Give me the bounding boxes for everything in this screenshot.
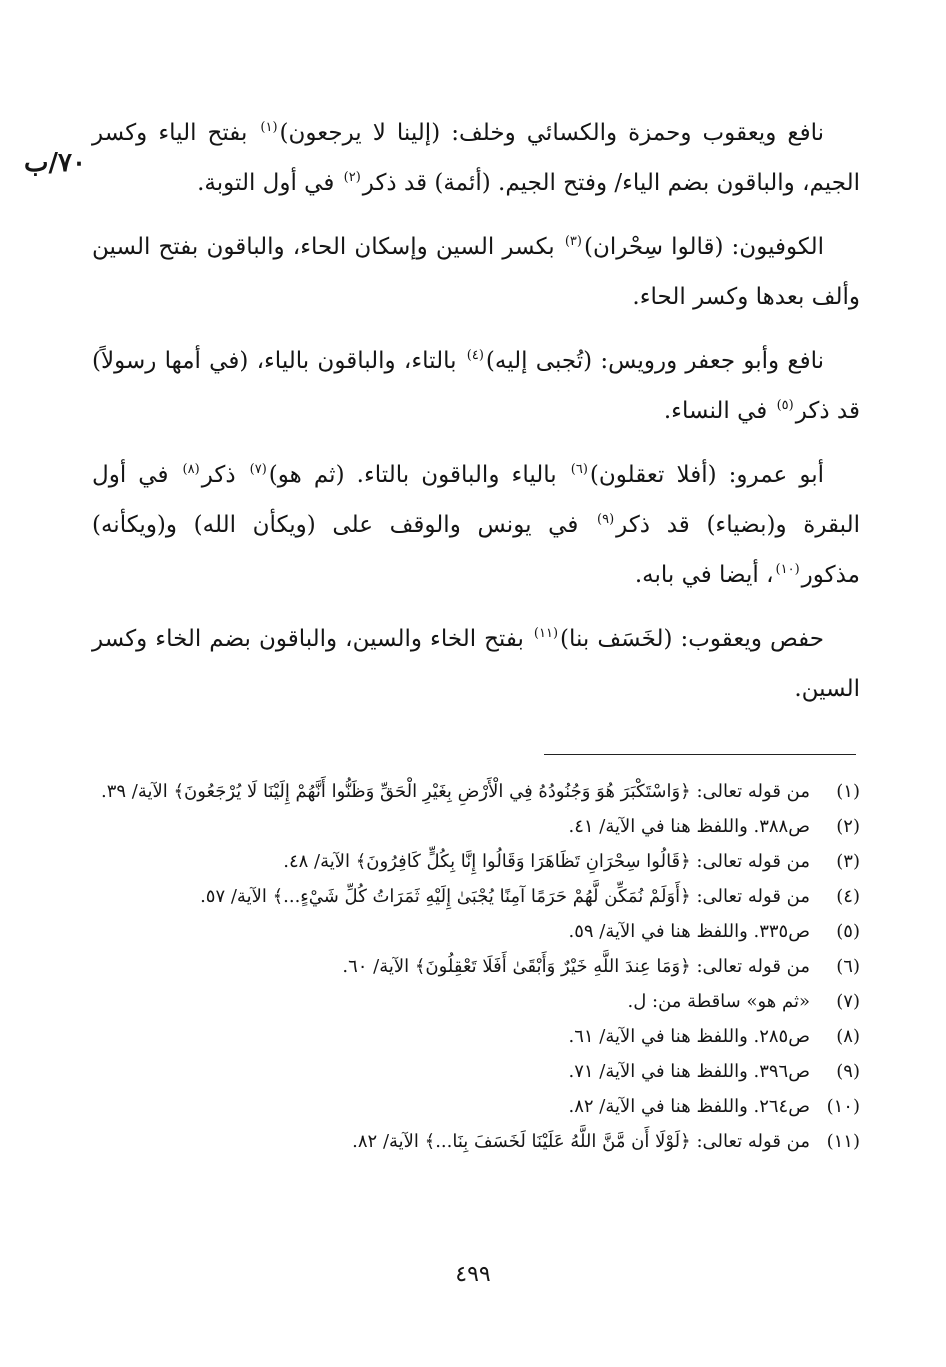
footnote-ref: (٥) xyxy=(776,398,794,413)
footnote-text: ص٢٨٥. واللفظ هنا في الآية/ ٦١. xyxy=(568,1026,810,1047)
footnote-number: (١١) xyxy=(826,1131,860,1152)
paragraph-text: أبو عمرو: (أفلا تعقلون) xyxy=(589,462,824,488)
paragraph-1 xyxy=(92,108,860,208)
footnote-text: ص٣٩٦. واللفظ هنا في الآية/ ٧١. xyxy=(568,1061,810,1082)
footnote-text: ص٢٦٤. واللفظ هنا في الآية/ ٨٢. xyxy=(568,1096,810,1117)
paragraph-text: ذكر xyxy=(201,462,248,488)
footnote-item xyxy=(92,1089,860,1124)
paragraph-text: نافع ويعقوب وحمزة والكسائي وخلف: (إلينا لا يرجعون) xyxy=(279,120,824,146)
footnote-item xyxy=(92,949,860,984)
paragraph-text: في أول البقرة و(بضياء) قد ذكر xyxy=(92,462,860,538)
footnote-text: من قوله تعالى: ﴿وَاسْتَكْبَرَ هُوَ وَجُنُودُهُ فِي الْأَرْضِ بِغَيْرِ الْحَقِّ وَظَنُّوا أَنَّهُمْ إِلَيْنَا لَا يُرْجَعُونَ﴾ الآية/ ٣٩. xyxy=(100,781,810,802)
folio-margin-note: ٧٠/ب xyxy=(24,148,86,178)
footnote-number: (٥) xyxy=(836,921,860,942)
paragraph-3 xyxy=(92,336,860,436)
footnote-number: (٦) xyxy=(836,956,860,977)
footnote-ref: (١٠) xyxy=(775,562,800,577)
footnote-item xyxy=(92,1054,860,1089)
footnote-number: (٢) xyxy=(836,816,860,837)
paragraph-text: الكوفيون: (قالوا سِحْران) xyxy=(583,234,824,260)
footnote-text: ص٣٣٥. واللفظ هنا في الآية/ ٥٩. xyxy=(568,921,810,942)
footnote-number: (٨) xyxy=(836,1026,860,1047)
footnote-ref: (١) xyxy=(260,120,278,135)
footnote-ref: (٨) xyxy=(182,462,200,477)
footnote-number: (٣) xyxy=(836,851,860,872)
paragraph-text: بفتح الياء وكسر الجيم، والباقون بضم الياء/ وفتح الجيم. (أئمة) قد ذكر xyxy=(92,120,860,196)
footnote-item xyxy=(92,774,860,809)
footnote-ref: (٩) xyxy=(597,512,615,527)
footnote-item xyxy=(92,914,860,949)
paragraph-5 xyxy=(92,614,860,714)
footnote-ref: (٤) xyxy=(466,348,484,363)
footnote-number: (١٠) xyxy=(826,1096,860,1117)
footnote-number: (٤) xyxy=(836,886,860,907)
page-number: ٤٩٩ xyxy=(455,1262,491,1287)
footnote-item xyxy=(92,1019,860,1054)
paragraph-text: نافع وأبو جعفر ورويس: (تُجبى إليه) xyxy=(485,348,825,374)
paragraph-text: بالتاء، والباقون بالياء، (في أمها رسولاً) قد ذكر xyxy=(92,348,860,424)
footnote-ref: (٢) xyxy=(343,170,361,185)
footnote-text: «ثم هو» ساقطة من: ل. xyxy=(627,991,810,1012)
footnotes xyxy=(92,774,860,1159)
footnote-ref: (١١) xyxy=(533,626,559,641)
main-text xyxy=(92,108,860,728)
paragraph-2 xyxy=(92,222,860,322)
footnote-text: من قوله تعالى: ﴿لَوْلَا أَن مَّنَّ اللَّهُ عَلَيْنَا لَخَسَفَ بِنَا...﴾ الآية/ ٨٢. xyxy=(352,1131,810,1152)
paragraph-text: بفتح الخاء والسين، والباقون بضم الخاء وكسر السين. xyxy=(92,626,860,702)
footnote-ref: (٧) xyxy=(249,462,267,477)
footnote-number: (٩) xyxy=(836,1061,860,1082)
paragraph-text: في النساء. xyxy=(663,398,775,424)
paragraph-text: بالياء والباقون بالتاء. (ثم هو) xyxy=(268,462,569,488)
footnote-ref: (٣) xyxy=(564,234,582,249)
footnote-item xyxy=(92,809,860,844)
paragraph-text: في أول التوبة. xyxy=(197,170,342,196)
footnote-number: (١) xyxy=(836,781,860,802)
footnote-item xyxy=(92,879,860,914)
footnote-item xyxy=(92,844,860,879)
footnote-ref: (٦) xyxy=(570,462,588,477)
paragraph-text: ، أيضا في بابه. xyxy=(634,562,774,588)
footnote-item xyxy=(92,984,860,1019)
paragraph-text: في يونس والوقف على (ويكأن الله) و(ويكأنه) مذكور xyxy=(92,512,860,588)
paragraph-text: حفص ويعقوب: (لخَسَف بنا) xyxy=(560,626,824,652)
footnote-item xyxy=(92,1124,860,1159)
footnote-separator xyxy=(544,754,856,755)
footnote-text: ص٣٨٨. واللفظ هنا في الآية/ ٤١. xyxy=(568,816,810,837)
footnote-text: من قوله تعالى: ﴿قَالُوا سِحْرَانِ تَظَاهَرَا وَقَالُوا إِنَّا بِكُلٍّ كَافِرُونَ﴾ الآية/ ٤٨. xyxy=(283,851,810,872)
footnote-text: من قوله تعالى: ﴿وَمَا عِندَ اللَّهِ خَيْرٌ وَأَبْقَىٰ أَفَلَا تَعْقِلُونَ﴾ الآية/ ٦٠. xyxy=(342,956,810,977)
footnote-number: (٧) xyxy=(836,991,860,1012)
paragraph-text: بكسر السين وإسكان الحاء، والباقون بفتح السين وألف بعدها وكسر الحاء. xyxy=(92,234,860,310)
footnote-text: من قوله تعالى: ﴿أَوَلَمْ نُمَكِّن لَّهُمْ حَرَمًا آمِنًا يُجْبَىٰ إِلَيْهِ ثَمَرَاتُ كُلِّ شَيْءٍ...﴾ الآية/ ٥٧. xyxy=(200,886,810,907)
paragraph-4 xyxy=(92,450,860,600)
